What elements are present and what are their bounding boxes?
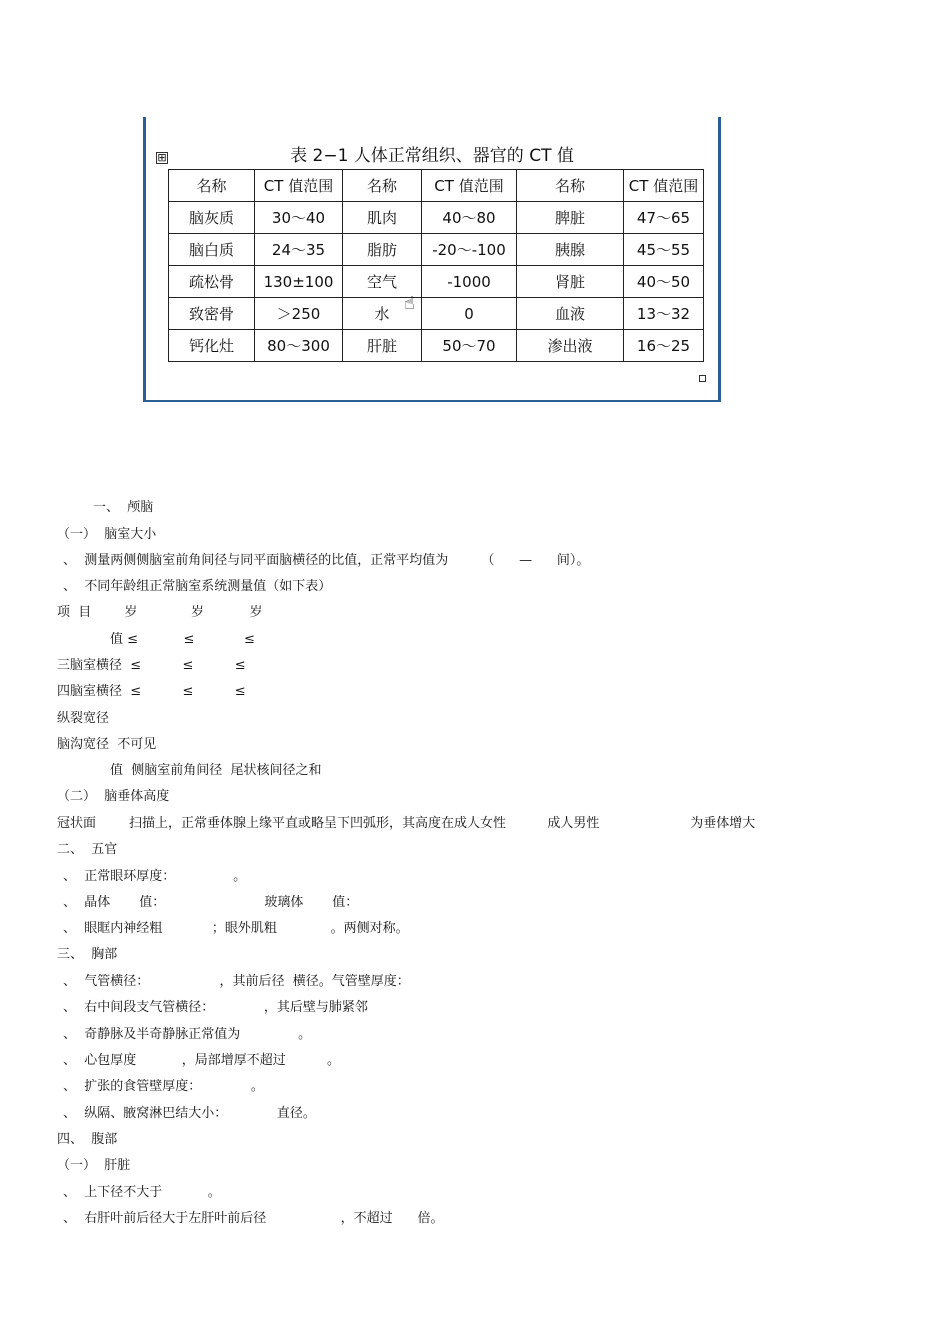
table-row: [169, 298, 704, 330]
section-heading: 二、 五官: [57, 842, 118, 857]
subsection-heading: （一） 脑室大小: [57, 527, 157, 542]
table-cell: 致密骨: [169, 298, 255, 330]
text-line: 、 上下径不大于 。: [63, 1185, 221, 1200]
table-cell: 血液: [517, 298, 624, 330]
header-cell: CT 值范围: [422, 170, 517, 202]
table-header-row: [169, 170, 704, 202]
table-cell: 肌肉: [343, 202, 422, 234]
header-cell: 名称: [343, 170, 422, 202]
text-line: 、 眼眶内神经粗 ；眼外肌粗 。两侧对称。: [63, 921, 409, 936]
table-cell: 空气: [343, 266, 422, 298]
text-line: 脑沟宽径 不可见: [57, 737, 157, 752]
text-line: 项 目 岁 岁 岁: [57, 605, 263, 620]
table-cell: 钙化灶: [169, 330, 255, 362]
table-cell: 水: [343, 298, 422, 330]
table-cell: 渗出液: [517, 330, 624, 362]
text-line: 值 ≤ ≤ ≤: [110, 632, 255, 647]
text-line: 、 扩张的食管壁厚度： 。: [63, 1079, 264, 1094]
table-row: [169, 266, 704, 298]
table-cell: 40～50: [624, 266, 704, 298]
table-cell: 脑灰质: [169, 202, 255, 234]
table-cell: 16～25: [624, 330, 704, 362]
table-cell: 肾脏: [517, 266, 624, 298]
table-cell: 脂肪: [343, 234, 422, 266]
subsection-heading: （二） 脑垂体高度: [57, 789, 170, 804]
subsection-heading: （一） 肝脏: [57, 1158, 131, 1173]
table-cell: 40～80: [422, 202, 517, 234]
text-line: 、 晶体 值： 玻璃体 值：: [63, 895, 359, 910]
text-line: 、 右肝叶前后径大于左肝叶前后径 ，不超过 倍。: [63, 1211, 444, 1226]
table-screenshot: [143, 117, 721, 402]
table-cell: 24～35: [255, 234, 343, 266]
table-move-handle-icon[interactable]: ⊞: [157, 151, 167, 164]
table-row: [169, 202, 704, 234]
table-cell: -1000: [422, 266, 517, 298]
ct-values-table: [168, 169, 704, 362]
table-resize-handle-icon[interactable]: [699, 375, 706, 382]
table-cell: 0: [422, 298, 517, 330]
table-cell: -20～-100: [422, 234, 517, 266]
table-cell: 47～65: [624, 202, 704, 234]
table-cell: 130±100: [255, 266, 343, 298]
table-cell: 脑白质: [169, 234, 255, 266]
table-cell: 肝脏: [343, 330, 422, 362]
text-line: 、 气管横径： ，其前后径 横径。气管壁厚度：: [63, 974, 410, 989]
table-cell: 13～32: [624, 298, 704, 330]
table-cell: 80～300: [255, 330, 343, 362]
table-cell: 胰腺: [517, 234, 624, 266]
header-cell: CT 值范围: [624, 170, 704, 202]
text-line: 、 心包厚度 ，局部增厚不超过 。: [63, 1053, 341, 1068]
table-cell: 45～55: [624, 234, 704, 266]
text-line: 纵裂宽径: [57, 711, 110, 726]
text-line: 冠状面 扫描上，正常垂体腺上缘平直或略呈下凹弧形，其高度在成人女性 成人男性 为垂体增大: [57, 816, 756, 831]
hand-cursor-icon: ☝: [404, 293, 415, 314]
header-cell: 名称: [517, 170, 624, 202]
section-heading: 四、 腹部: [57, 1132, 118, 1147]
text-line: 、 不同年龄组正常脑室系统测量值（如下表）: [63, 579, 332, 594]
table-cell: 30～40: [255, 202, 343, 234]
text-line: 、 正常眼环厚度： 。: [63, 869, 247, 884]
table-row: [169, 234, 704, 266]
header-cell: CT 值范围: [255, 170, 343, 202]
header-cell: 名称: [169, 170, 255, 202]
text-line: 四脑室横径 ≤ ≤ ≤: [57, 684, 246, 699]
text-line: 、 右中间段支气管横径： ，其后壁与肺紧邻: [63, 1000, 368, 1015]
text-line: 三脑室横径 ≤ ≤ ≤: [57, 658, 246, 673]
text-line: 、 测量两侧侧脑室前角间径与同平面脑横径的比值，正常平均值为 （ — 间）。: [63, 553, 590, 568]
section-heading: 三、 胸部: [57, 947, 118, 962]
table-cell: ＞250: [255, 298, 343, 330]
table-title: 表 2−1 人体正常组织、器官的 CT 值: [290, 146, 574, 166]
table-cell: 脾脏: [517, 202, 624, 234]
table-row: [169, 330, 704, 362]
table-cell: 疏松骨: [169, 266, 255, 298]
text-line: 值 侧脑室前角间径 尾状核间径之和: [110, 763, 322, 778]
section-heading: 一、 颅脑: [93, 500, 154, 515]
text-line: 、 纵隔、腋窝淋巴结大小： 直径。: [63, 1106, 316, 1121]
table-cell: 50～70: [422, 330, 517, 362]
text-line: 、 奇静脉及半奇静脉正常值为 。: [63, 1027, 312, 1042]
